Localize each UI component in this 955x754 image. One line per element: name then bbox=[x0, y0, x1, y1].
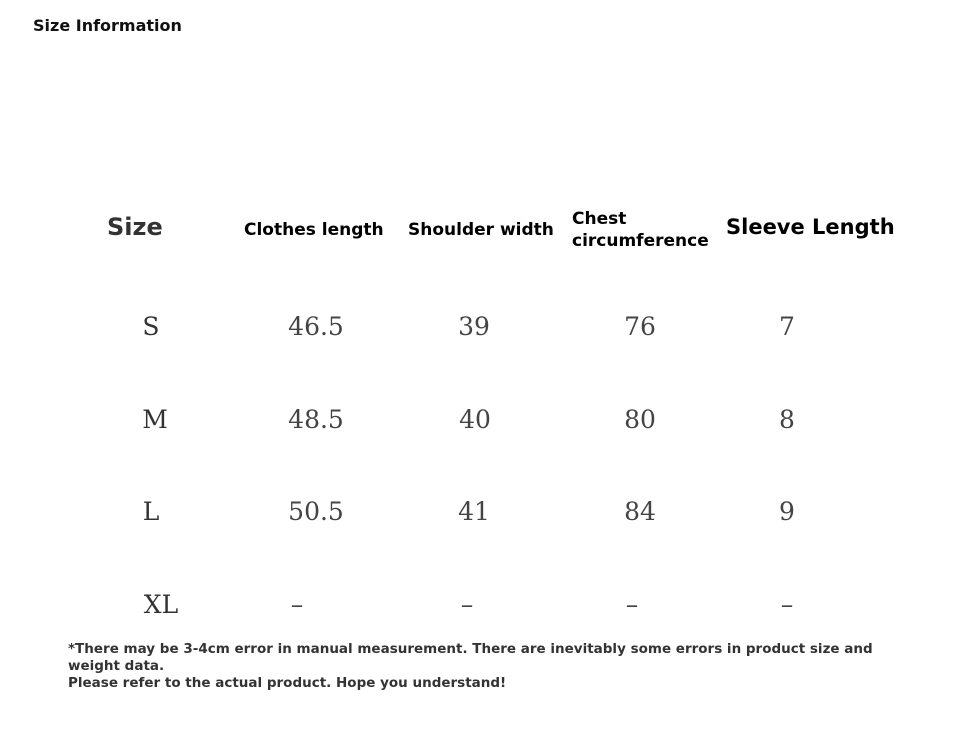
cell-shoulder-width: – bbox=[460, 590, 474, 619]
section-title: Size Information bbox=[33, 16, 182, 35]
cell-size: L bbox=[142, 497, 160, 526]
cell-clothes-length: 46.5 bbox=[288, 312, 344, 341]
header-chest-line2: circumference bbox=[572, 231, 709, 251]
cell-clothes-length: 48.5 bbox=[288, 405, 344, 434]
cell-shoulder-width: 39 bbox=[458, 312, 490, 341]
cell-chest: 80 bbox=[624, 405, 656, 434]
cell-shoulder-width: 41 bbox=[458, 497, 490, 526]
cell-sleeve: 8 bbox=[779, 405, 795, 434]
cell-size: M bbox=[142, 405, 168, 434]
header-sleeve-length: Sleeve Length bbox=[726, 215, 895, 239]
cell-sleeve: – bbox=[780, 590, 794, 619]
cell-sleeve: 9 bbox=[779, 497, 795, 526]
measurement-note bbox=[68, 641, 928, 692]
cell-chest: – bbox=[625, 590, 639, 619]
cell-sleeve: 7 bbox=[779, 312, 795, 341]
header-clothes-length: Clothes length bbox=[244, 220, 384, 240]
cell-size: XL bbox=[143, 590, 179, 619]
note-line-2: Please refer to the actual product. Hope you understand! bbox=[68, 675, 507, 691]
cell-shoulder-width: 40 bbox=[459, 405, 491, 434]
header-chest-circumference bbox=[572, 208, 722, 252]
cell-size: S bbox=[142, 312, 160, 341]
cell-chest: 76 bbox=[624, 312, 656, 341]
cell-clothes-length: 50.5 bbox=[288, 497, 344, 526]
header-size: Size bbox=[107, 213, 163, 241]
header-chest-line1: Chest bbox=[572, 209, 627, 229]
cell-clothes-length: – bbox=[290, 590, 304, 619]
cell-chest: 84 bbox=[624, 497, 656, 526]
note-line-1: *There may be 3-4cm error in manual measurement. There are inevitably some errors in product size and weight data. bbox=[68, 641, 873, 674]
header-shoulder-width: Shoulder width bbox=[408, 220, 554, 240]
